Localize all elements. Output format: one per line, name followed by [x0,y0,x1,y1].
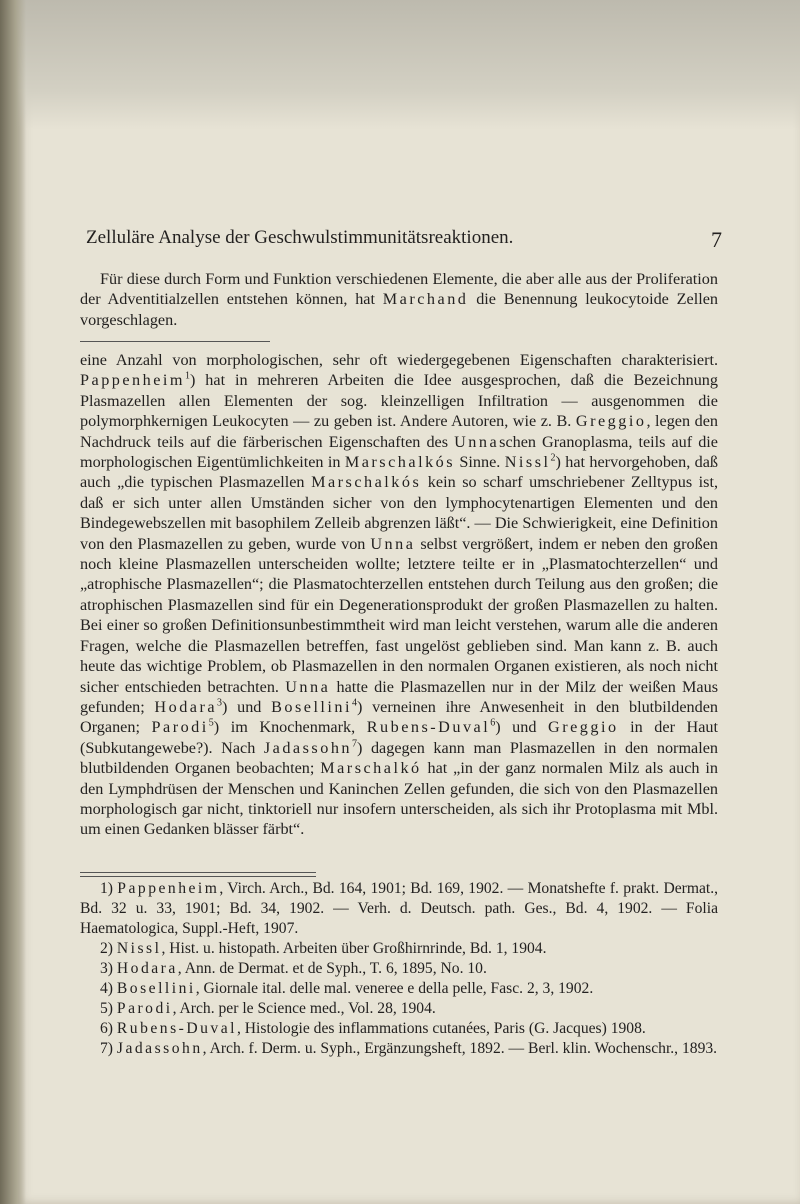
footnote-item [80,939,718,959]
author-name: Unna [454,432,500,451]
text-run: ) dagegen kann man Plasmazellen in den normalen blutbildenden Organen beobachten; [80,738,718,778]
footnote-author: Pappenheim [117,880,220,897]
footnote-number: 2) [100,940,117,957]
footnote-author: Hodara [116,960,178,977]
text-run: die Benennung leukocytoide Zellen vorgeschlagen. [80,290,718,329]
footnote-item [80,1019,718,1039]
page-number: 7 [711,227,722,252]
scan-shadow-top [0,0,800,130]
footnote-item [80,999,718,1019]
author-name: Marschalkós [311,473,422,492]
footnote-text: , Histologie des inflammations cutanées, Paris (G. Jacques) 1908. [236,1020,646,1037]
running-header [86,227,722,253]
author-name: Nissl [504,453,551,472]
author-name: Unna [370,534,416,553]
text-run: in der Haut (Subkutangewebe?). Nach [80,718,719,757]
footnote-author: Nissl [116,940,162,957]
footnote-number: 7) [100,1040,117,1057]
author-name: Marchand [382,290,469,309]
author-name: Unna [285,677,331,696]
footnote-text: , Hist. u. histopath. Arbeiten über Großhirnrinde, Bd. 1, 1904. [161,940,547,957]
footnotes [80,879,718,1059]
text-run: hat „in der ganz normalen Milz als auch in den Lymphdrüsen der Menschen und Kaninchen Zellen gefunden, die sich von den Plasmazellen morphologisch gar nicht, tinktoriell nur insofern unterscheiden, als sich ihr Protoplasma mit Mbl. um einen Gedanken blässer färbt“. [80,759,718,839]
footnote-author: Parodi [116,1000,173,1017]
footnote-text: , Arch. per le Science med., Vol. 28, 1904. [172,1000,436,1017]
text-run: eine Anzahl von morphologischen, sehr oft wiedergegebenen Eigenschaften charakterisiert. [80,351,718,369]
main-paragraph [80,350,718,840]
footnote-ref[interactable]: 2 [550,452,556,464]
text-run: ) verneinen ihre Anwesenheit in den blutbildenden Organen; [80,697,719,737]
text-run: ) im Knochenmark, [213,718,367,737]
text-run: ) und [495,718,549,737]
footnote-number: 5) [100,1000,117,1017]
footnote-author: Bosellini [116,980,196,997]
text-run: selbst vergrößert, indem er neben den großen noch kleine Plasmazellen unterscheiden wollte; letztere teilte er in „Plasmatochterzellen“ und „atrophische Plasmazellen“; die Plasmatochterzellen entstehen durch Teilung aus den großen; die atrophischen Plasmazellen sind für ein Degenerationsprodukt der großen Plasmazellen zu halten. Bei einer so großen Definitionsunbestimmtheit wird man leicht verstehen, warum alle die anderen Fragen, welche die Plasmazellen betreffen, fast ungelöst geblieben sind. Man kann z. B. auch heute das wichtige Problem, ob Plasmazellen in den normalen Organen existieren, als noch nicht sicher entschieden betrachten. [80,534,718,696]
footnote-number: 4) [100,980,117,997]
footnote-ref[interactable]: 3 [217,697,223,709]
footnote-item [80,959,718,979]
author-name: Parodi [151,718,209,737]
footnote-author: Jadassohn [116,1040,203,1057]
footnote-ref[interactable]: 4 [352,697,358,709]
text-run: ) hat hervorgehoben, daß auch „die typischen Plasmazellen [80,453,718,492]
text-run: Für diese durch Form und Funktion verschiedenen Elemente, die aber alle aus der Proliferation der Adventitialzellen entstehen können, hat [80,270,718,309]
footnote-number: 6) [100,1020,117,1037]
footnote-number: 1) [100,880,118,897]
footnote-ref[interactable]: 1 [185,371,191,383]
text-run: schen Granoplasma, teils auf die morphologischen Eigentümlichkeiten in [80,432,718,472]
footnote-divider [80,872,316,877]
text-run: kein so scharf umschriebener Zelltypus ist, daß er sich unter allen Umständen sicher von den lymphocytenartigen Elementen und den Bindegewebszellen mit basophilem Zelleib abgrenzen läßt“. — Die Schwierigkeit, eine Definition von den Plasmazellen zu geben, wurde von [80,473,718,553]
footnote-item [80,1039,718,1059]
intro-paragraph [80,269,718,330]
author-name: Rubens-Duval [366,718,491,737]
text-run: , legen den Nachdruck teils auf die färberischen Eigenschaften des [80,412,718,451]
footnote-text: , Arch. f. Derm. u. Syph., Ergänzungsheft, 1892. — Berl. klin. Wochenschr., 1893. [202,1040,718,1057]
author-name: Marschalkós [344,453,456,472]
footnote-text: , Giornale ital. delle mal. veneree e della pelle, Fasc. 2, 3, 1902. [195,980,594,997]
text-run: ) hat in mehreren Arbeiten die Idee ausgesprochen, daß die Bezeichnung Plasmazellen allen Elementen der sog. kleinzelligen Infiltration — ausgenommen die polymorphkernigen Leukocyten — zu geben ist. Andere Autoren, wie z. B. [80,371,718,431]
author-name: Hodara [154,697,218,716]
text-run: hatte die Plasmazellen nur in der Milz der weißen Maus gefunden; [80,677,718,716]
text-run: Sinne. [455,453,505,472]
author-name: Marschalkó [320,759,422,778]
footnote-ref[interactable]: 7 [352,738,358,750]
section-divider [80,341,270,342]
author-name: Jadassohn [263,738,353,757]
author-name: Greggio [575,412,647,431]
footnote-item [80,979,718,999]
footnote-ref[interactable]: 5 [208,717,214,729]
running-header-title: Zelluläre Analyse der Geschwulstimmunitätsreaktionen. [86,227,514,248]
footnote-number: 3) [100,960,117,977]
footnote-text: , Virch. Arch., Bd. 164, 1901; Bd. 169, 1902. — Monatshefte f. prakt. Dermat., Bd. 32 u. 33, 1901; Bd. 34, 1902. — Verh. d. Deutsch. path. Ges., Bd. 4, 1902. — Folia Haematologica, Suppl.-Heft, 1907. [80,880,719,937]
author-name: Greggio [548,718,619,737]
author-name: Bosellini [271,697,353,716]
footnote-item [80,879,718,939]
footnote-author: Rubens-Duval [116,1020,237,1037]
footnote-ref[interactable]: 6 [490,717,496,729]
author-name: Pappenheim [80,371,186,390]
footnote-text: , Ann. de Dermat. et de Syph., T. 6, 1895, No. 10. [177,960,487,977]
page-binding-edge [0,0,26,1204]
text-run: ) und [222,697,272,716]
